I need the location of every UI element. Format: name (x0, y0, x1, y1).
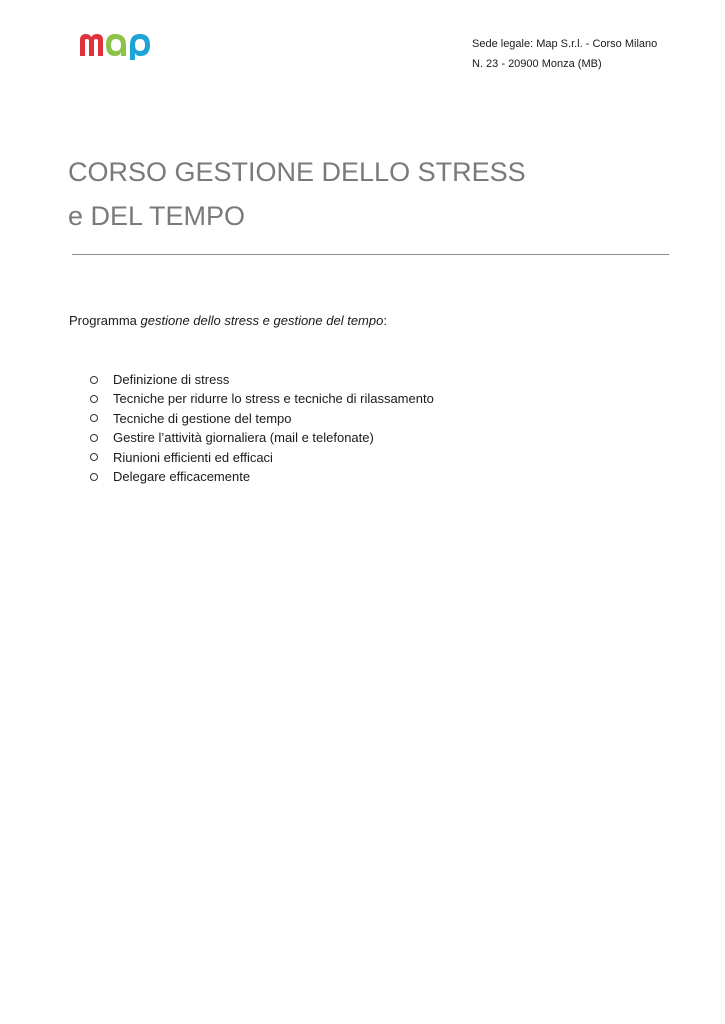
title-divider (72, 254, 669, 255)
list-item (90, 467, 434, 486)
company-address (472, 34, 657, 74)
document-title (68, 150, 526, 238)
circle-bullet-icon (90, 395, 98, 403)
circle-bullet-icon (90, 453, 98, 461)
program-intro (69, 313, 387, 328)
list-item (90, 370, 434, 389)
list-item (90, 409, 434, 428)
intro-emphasis: gestione dello stress e gestione del tempo (140, 313, 384, 328)
list-item-text: Riunioni efficienti ed efficaci (113, 449, 273, 465)
list-item-text: Tecniche di gestione del tempo (113, 410, 292, 426)
list-item (90, 428, 434, 447)
address-line-1: Sede legale: Map S.r.l. - Corso Milano (472, 38, 658, 50)
intro-prefix: Programma (69, 313, 141, 328)
list-item-text: Tecniche per ridurre lo stress e tecniche di rilassamento (113, 391, 434, 407)
program-list (90, 370, 434, 486)
map-logo (78, 28, 154, 60)
intro-suffix: : (383, 313, 387, 328)
circle-bullet-icon (90, 473, 98, 481)
list-item (90, 448, 434, 467)
circle-bullet-icon (90, 376, 98, 384)
circle-bullet-icon (90, 414, 98, 422)
title-line-2: e DEL TEMPO (68, 201, 246, 231)
circle-bullet-icon (90, 434, 98, 442)
list-item-text: Definizione di stress (113, 372, 230, 387)
list-item-text: Delegare efficacemente (113, 468, 251, 484)
list-item-text: Gestire l’attività giornaliera (mail e telefonate) (113, 430, 374, 446)
title-line-1: CORSO GESTIONE DELLO STRESS (68, 157, 526, 187)
address-line-2: N. 23 - 20900 Monza (MB) (472, 58, 602, 70)
list-item (90, 389, 434, 408)
